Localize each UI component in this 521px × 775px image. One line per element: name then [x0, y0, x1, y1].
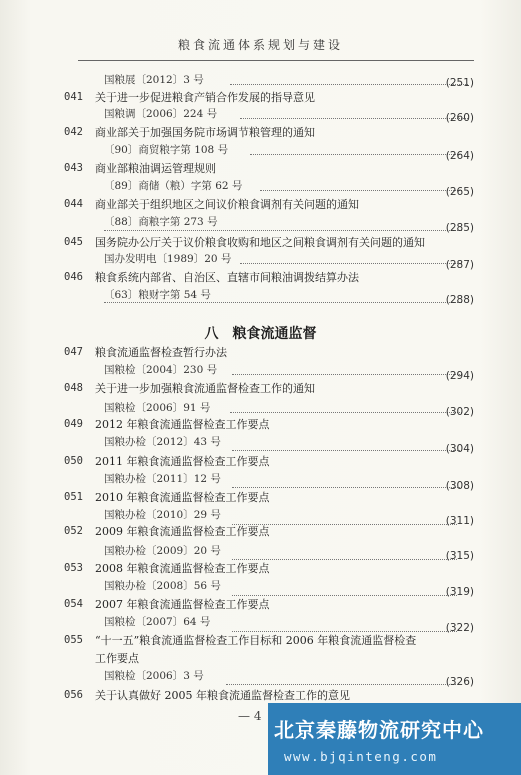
- doc-number: 国粮展〔2012〕3 号: [104, 74, 204, 86]
- doc-number: 〔89〕商储（粮）字第 62 号: [104, 180, 243, 192]
- entry-title: “十一五”粮食流通监督检查工作目标和 2006 年粮食流通监督检查: [95, 634, 417, 647]
- doc-number: 国粮检〔2007〕64 号: [104, 616, 211, 628]
- page-ref: (260): [445, 112, 474, 124]
- page-ref: (311): [445, 515, 474, 527]
- entry-title: 2011 年粮食流通监督检查工作要点: [95, 455, 270, 468]
- doc-number: 国粮调〔2006〕224 号: [104, 108, 218, 120]
- running-header: 粮食流通体系规划与建设: [177, 38, 343, 52]
- dot-leader: [230, 412, 462, 413]
- entry-number: 042: [64, 126, 83, 138]
- doc-number: 国粮办检〔2008〕56 号: [104, 580, 221, 592]
- doc-number: 〔88〕商粮字第 273 号: [104, 216, 218, 228]
- entry-title: 2007 年粮食流通监督检查工作要点: [95, 598, 270, 611]
- page-ref: (251): [445, 77, 474, 89]
- entry-number: 049: [64, 418, 83, 430]
- dot-leader: [232, 559, 457, 560]
- doc-number: 国粮办检〔2011〕12 号: [104, 473, 221, 485]
- entry-title: 粮食系统内部省、自治区、直辖市间粮油调拨结算办法: [95, 271, 359, 284]
- dot-leader: [250, 154, 462, 155]
- doc-number: 国粮办检〔2009〕20 号: [104, 545, 221, 557]
- dot-leader: [104, 230, 462, 231]
- watermark-banner: [268, 703, 521, 775]
- page-number: — 4: [238, 709, 262, 723]
- header-rule: [78, 60, 474, 61]
- dot-leader: [230, 84, 468, 85]
- page-ref: (265): [445, 186, 474, 198]
- page-ref: (302): [445, 406, 474, 418]
- entry-number: 056: [64, 689, 83, 701]
- page-ref: (288): [445, 294, 474, 306]
- doc-number: 国粮办检〔2012〕43 号: [104, 436, 221, 448]
- dot-leader: [226, 684, 456, 685]
- page-ref: (308): [445, 480, 474, 492]
- entry-number: 044: [64, 198, 83, 210]
- entry-number: 048: [64, 382, 83, 394]
- entry-number: 054: [64, 598, 83, 610]
- section-heading: 八 粮食流通监督: [204, 326, 317, 342]
- page-ref: (294): [445, 370, 474, 382]
- page-ref: (287): [445, 259, 474, 271]
- entry-title: 2009 年粮食流通监督检查工作要点: [95, 525, 270, 538]
- entry-title: 2012 年粮食流通监督检查工作要点: [95, 418, 270, 431]
- page-ref: (285): [445, 222, 474, 234]
- doc-number: 〔90〕商贸粮字第 108 号: [104, 144, 229, 156]
- dot-leader: [232, 595, 457, 596]
- dot-leader: [232, 450, 462, 451]
- page-ref: (304): [445, 443, 474, 455]
- dot-leader: [240, 263, 462, 264]
- page-ref: (319): [445, 586, 474, 598]
- entry-title: 关于进一步促进粮食产销合作发展的指导意见: [95, 91, 315, 104]
- watermark-name: 北京秦藤物流研究中心: [274, 718, 484, 742]
- entry-number: 047: [64, 346, 83, 358]
- entry-number: 052: [64, 525, 83, 537]
- watermark-url: www.bjqinteng.com: [284, 749, 438, 764]
- entry-title: 2008 年粮食流通监督检查工作要点: [95, 562, 270, 575]
- entry-title: 2010 年粮食流通监督检查工作要点: [95, 491, 270, 504]
- entry-number: 053: [64, 562, 83, 574]
- entry-title-continued: 工作要点: [95, 652, 139, 665]
- entry-number: 051: [64, 491, 83, 503]
- doc-number: 国粮办检〔2010〕29 号: [104, 509, 221, 521]
- entry-title: 粮食流通监督检查暂行办法: [95, 346, 227, 359]
- entry-title: 国务院办公厅关于议价粮食收购和地区之间粮食调剂有关问题的通知: [95, 236, 425, 249]
- doc-number: 国粮检〔2006〕3 号: [104, 670, 204, 682]
- entry-title: 商业部粮油调运管理规则: [95, 162, 216, 175]
- doc-number: 国粮检〔2006〕91 号: [104, 402, 211, 414]
- entry-number: 041: [64, 91, 83, 103]
- page-ref: (326): [445, 676, 474, 688]
- entry-title: 关于认真做好 2005 年粮食流通监督检查工作的意见: [95, 689, 350, 702]
- entry-title: 商业部关于组织地区之间议价粮食调剂有关问题的通知: [95, 198, 359, 211]
- entry-number: 043: [64, 162, 83, 174]
- doc-number: 国粮检〔2004〕230 号: [104, 364, 218, 376]
- page-ref: (322): [445, 622, 474, 634]
- doc-number: 国办发明电〔1989〕20 号: [104, 253, 232, 265]
- page-ref: (264): [445, 150, 474, 162]
- dot-leader: [260, 190, 462, 191]
- page-ref: (315): [445, 550, 474, 562]
- entry-number: 055: [64, 634, 83, 646]
- entry-number: 045: [64, 236, 83, 248]
- entry-title: 商业部关于加强国务院市场调节粮管理的通知: [95, 126, 315, 139]
- entry-number: 046: [64, 271, 83, 283]
- dot-leader: [232, 374, 462, 375]
- dot-leader: [232, 631, 457, 632]
- dot-leader: [104, 302, 462, 303]
- dot-leader: [232, 487, 462, 488]
- entry-title: 关于进一步加强粮食流通监督检查工作的通知: [95, 382, 315, 395]
- entry-number: 050: [64, 455, 83, 467]
- dot-leader: [240, 118, 468, 119]
- doc-number: 〔63〕粮财字第 54 号: [104, 289, 211, 301]
